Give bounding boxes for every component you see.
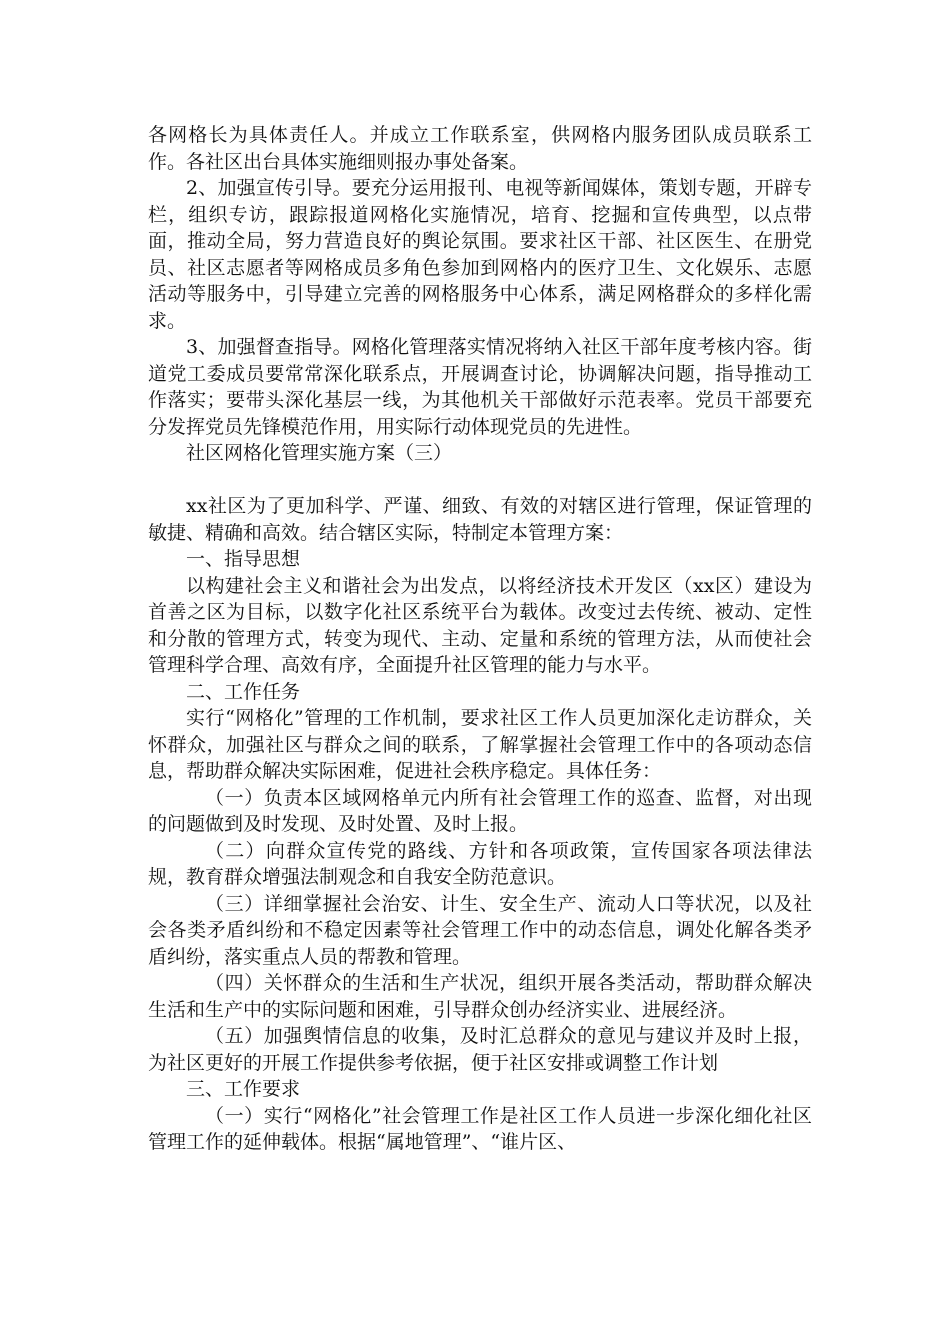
task-item: （四）关怀群众的生活和生产状况，组织开展各类活动，帮助群众解决生活和生产中的实际问题和困难，引导群众创办经济实业、进展经济。 (148, 972, 812, 1021)
paragraph: xx社区为了更加科学、严谨、细致、有效的对辖区进行管理，保证管理的敏捷、精确和高效。结合辖区实际，特制定本管理方案： (148, 495, 812, 544)
task-item: （三）详细掌握社会治安、计生、安全生产、流动人口等状况，以及社会各类矛盾纠纷和不稳定因素等社会管理工作中的动态信息，调处化解各类矛盾纠纷，落实重点人员的帮教和管理。 (148, 892, 812, 968)
section-title: 社区网格化管理实施方案（三） (186, 442, 453, 464)
task-item: （一）负责本区域网格单元内所有社会管理工作的巡查、监督，对出现的问题做到及时发现、及时处置、及时上报。 (148, 786, 812, 835)
heading: 二、工作任务 (186, 680, 301, 703)
paragraph: 实行“网格化”管理的工作机制，要求社区工作人员更加深化走访群众，关怀群众，加强社区与群众之间的联系，了解掌握社会管理工作中的各项动态信息，帮助群众解决实际困难，促进社会秩序稳定。具体任务： (148, 707, 812, 782)
paragraph: 各网格长为具体责任人。并成立工作联系室，供网格内服务团队成员联系工作。各社区出台具体实施细则报办事处备案。 (148, 124, 812, 173)
blank-line (148, 467, 812, 494)
paragraph: 2、加强宣传引导。要充分运用报刊、电视等新闻媒体，策划专题，开辟专栏，组织专访，跟踪报道网格化实施情况，培育、挖掘和宣传典型，以点带面，推动全局，努力营造良好的舆论氛围。要求社区干部、社区医生、在册党员、社区志愿者等网格成员多角色参加到网格内的医疗卫生、文化娱乐、志愿活动等服务中，引导建立完善的网格服务中心体系，满足网格群众的多样化需求。 (148, 177, 812, 332)
paragraph: 以构建社会主义和谐社会为出发点，以将经济技术开发区（xx区）建设为首善之区为目标，以数字化社区系统平台为载体。改变过去传统、被动、定性和分散的管理方式，转变为现代、主动、定量和系统的管理方法，从而使社会管理科学合理、高效有序，全面提升社区管理的能力与水平。 (148, 574, 812, 676)
task-item: （五）加强舆情信息的收集，及时汇总群众的意见与建议并及时上报，为社区更好的开展工作提供参考依据，便于社区安排或调整工作计划 (148, 1025, 812, 1074)
heading: 三、工作要求 (186, 1078, 301, 1100)
paragraph: 3、加强督查指导。网格化管理落实情况将纳入社区干部年度考核内容。街道党工委成员要常常深化联系点，开展调查讨论，协调解决问题，指导推动工作落实；要带头深化基层一线，为其他机关干部做好示范表率。党员干部要充分发挥党员先锋模范作用，用实际行动体现党员的先进性。 (148, 336, 812, 438)
document-body (148, 122, 812, 1156)
requirement-item: （一）实行“网格化”社会管理工作是社区工作人员进一步深化细化社区管理工作的延伸载体。根据“属地管理”、“谁片区、 (148, 1104, 812, 1153)
task-item: （二）向群众宣传党的路线、方针和各项政策，宣传国家各项法律法规，教育群众增强法制观念和自我安全防范意识。 (148, 839, 812, 888)
heading: 一、指导思想 (186, 548, 301, 570)
